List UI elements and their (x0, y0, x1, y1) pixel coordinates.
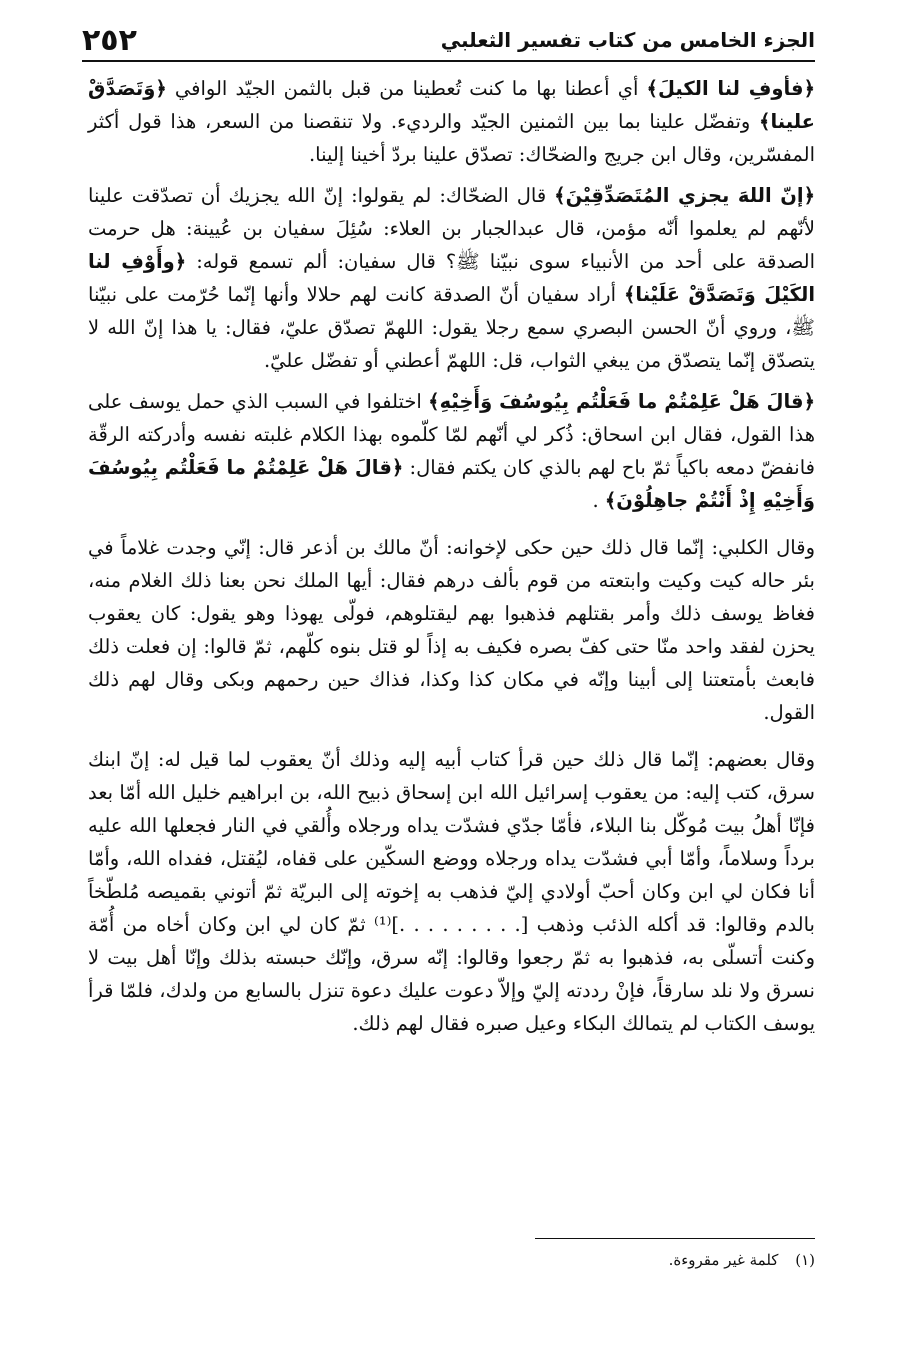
quran-quote: ﴿قالَ هَلْ عَلِمْتُمْ ما فَعَلْتُم بِيُوسُفَ وَأَخِيْهِ﴾ (428, 390, 815, 413)
commentary-text: وقال الكلبي: إنّما قال ذلك حين حكى لإخوانه: أنّ مالك بن أذعر قال: إنّي وجدت غلاماً في بئر حاله كيت وكيت وابتعته من قوم بألف درهم فقال: أيها الملك نحن بعنا ذلك الغلام منه، فغاظ يوسف ذلك وأمر بقتلهم فذهبوا بهم ليقتلوهم، فولّى يهوذا وهو يقول: كان يعقوب يحزن لفقد واحد منّا حتى كفّ بصره فكيف به إذاً لو قتل بنوه كلّهم، ثمّ قالوا: إن فعلت ذلك فابعث بأمتعتنا إلى أبينا وإنّه في مكان كذا وكذا، فذاك حين رحمهم وبكى وقال لهم ذلك القول. (88, 536, 815, 724)
quran-quote: ﴿وَتَصَدَّقْ علينا﴾ (88, 77, 815, 133)
quran-quote: ﴿وأَوْفِ لنا الكَيْلَ وَتَصَدَّقْ عَلَيْنا﴾ (88, 250, 815, 306)
page-number: ٢٥٢ (82, 22, 137, 58)
page-header (82, 20, 815, 62)
paragraph (88, 179, 815, 377)
commentary-text: أراد سفيان أنّ الصدقة كانت لهم حلالا وأنها إنّما حُرّمت على نبيّنا ﷺ، وروي أنّ الحسن البصري سمع رجلا يقول: اللهمّ تصدّق عليّ، فقال: يا هذا إنّ الله لا يتصدّق إنّما يتصدّق من يبغي الثواب، قل: اللهمّ أعطني أو تفضّل عليّ. (88, 283, 815, 372)
footnote-number: (١) (795, 1251, 815, 1269)
paragraph (88, 743, 815, 1040)
commentary-text: وقال بعضهم: إنّما قال ذلك حين قرأ كتاب أبيه إليه وذلك أنّ يعقوب لما قيل له: إنّ ابنك سرق، كتب إليه: من يعقوب إسرائيل الله ابن إسحاق ذبيح الله، بن ابراهيم خليل الله أمّا بعد فإنّا أهلُ بيت مُوكّل بنا البلاء، فأمّا جدّي فشدّت يداه ورجلاه وأُلقي في النار فجعلها الله عليه برداً وسلاماً، وأمّا أبي فشدّت يداه ورجلاه ووضع السكّين على قفاه، ليُقتل، ففداه الله، وأمّا أنا فكان لي ابن وكان أحبّ أولادي إليّ فذهب به إخوته إلى البريّة ثمّ أتوني بقميصه مُلطّخاً بالدم وقالوا: قد أكله الذئب وذهب [. . . . . . . . .]⁽¹⁾ ثمّ كان لي ابن وكان أخاه من أُمّة وكنت أتسلّى به، فذهبوا به ثمّ رجعوا وقالوا: إنّه سرق، وإنّك حبسته بذلك وإنّا أهل بيت لا نسرق ولا نلد سارقاً، فإنْ رددته إليّ وإلاّ دعوت عليك دعوة تنزل بالسابع من ولدك، فلمّا قرأ يوسف الكتاب لم يتمالك البكاء وعيل صبره فقال لهم ذلك. (88, 748, 815, 1035)
commentary-text: اختلفوا في السبب الذي حمل يوسف على هذا القول، فقال ابن اسحاق: ذُكر لي أنّهم لمّا كلّموه بهذا الكلام غلبته نفسه وأدركته الرقّة فانفضّ دمعه باكياً ثمّ باح لهم بالذي كان يكتم فقال: (88, 390, 815, 479)
paragraph (88, 385, 815, 517)
paragraph (88, 531, 815, 729)
commentary-text: وتفضّل علينا بما بين الثمنين الجيّد والرديء. ولا تنقصنا من السعر، هذا قول أكثر المفسّرين، وقال ابن جريج والضحّاك: تصدّق علينا بردّ أخينا إلينا. (88, 110, 815, 166)
quran-quote: ﴿قالَ هَلْ عَلِمْتُمْ ما فَعَلْتُم بِيُوسُفَ وَأَخِيْهِ إِذْ أَنْتُمْ جاهِلُوْنَ﴾ (88, 456, 815, 512)
running-title: الجزء الخامس من كتاب تفسير الثعلبي (440, 28, 815, 52)
commentary-text: قال الضحّاك: لم يقولوا: إنّ الله يجزيك أن تصدّقت علينا لأنّهم لم يعلموا أنّه مؤمن، قال عبدالجبار بن العلاء: سُئِلَ سفيان بن عُيينة: هل حرمت الصدقة على أحد من الأنبياء سوى نبيّنا ﷺ؟ قال سفيان: ألم تسمع قوله: (88, 184, 815, 273)
footnote-divider (535, 1238, 815, 1239)
quran-quote: ﴿إنّ اللهَ يجزي المُتَصَدِّقِيْنَ﴾ (554, 184, 815, 207)
commentary-text: . (592, 489, 605, 512)
quran-quote: ﴿فأوفِ لنا الكيلَ﴾ (646, 77, 815, 100)
footnote-text: كلمة غير مقروءة. (668, 1251, 779, 1269)
paragraph (88, 72, 815, 171)
footnote (88, 1248, 815, 1272)
commentary-text: أي أعطنا بها ما كنت تُعطينا من قبل بالثمن الجيّد الوافي (166, 77, 647, 100)
page-body (88, 72, 815, 1048)
